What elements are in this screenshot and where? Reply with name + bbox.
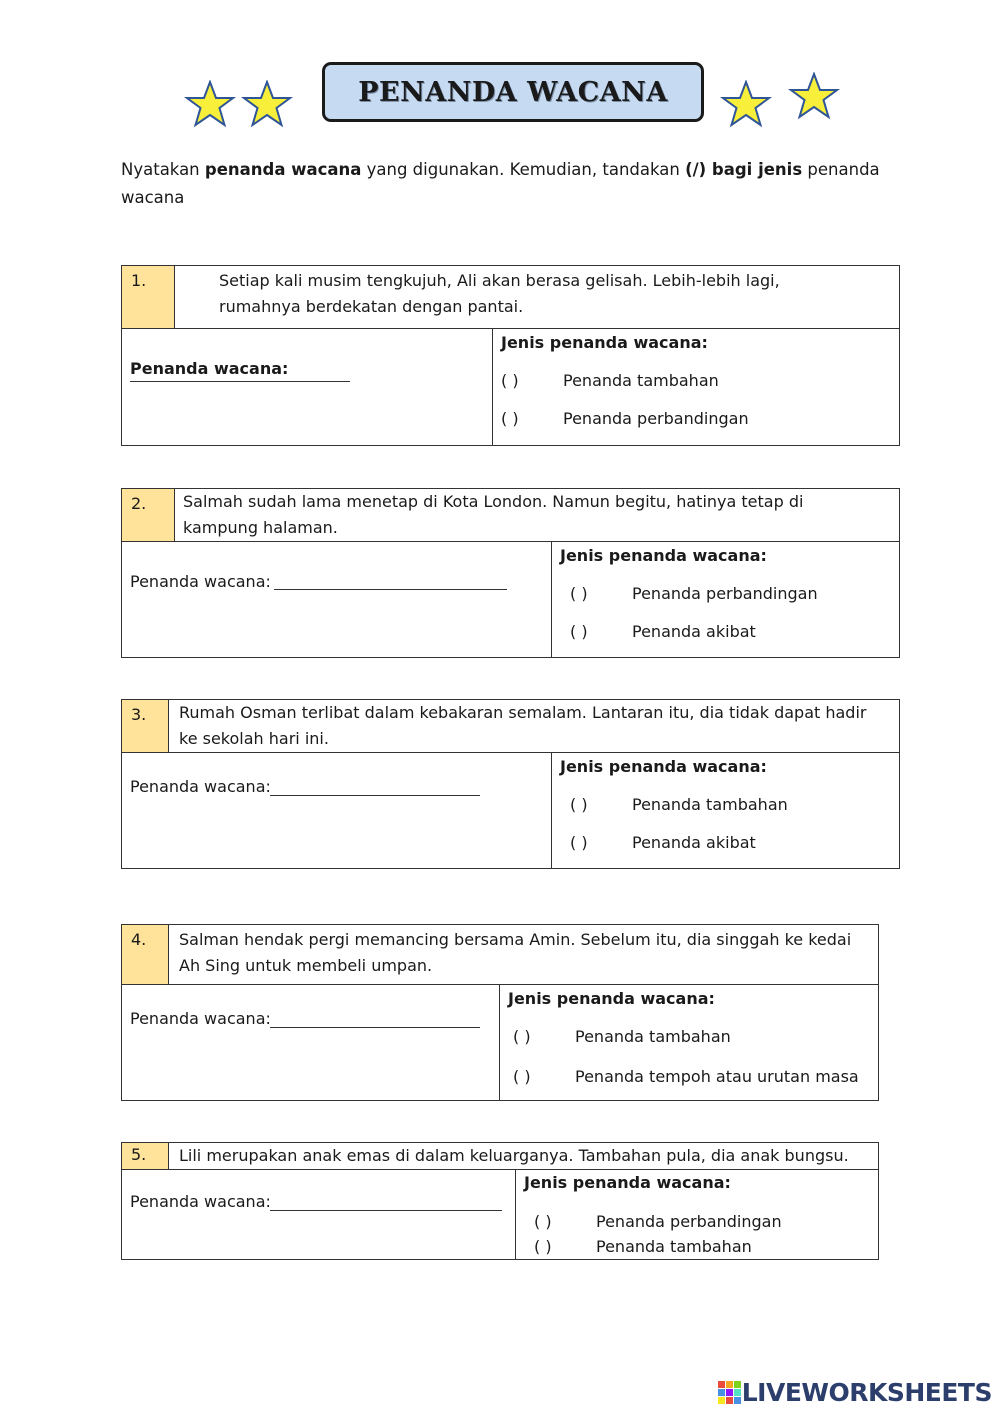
- checkbox[interactable]: ( ): [570, 833, 588, 852]
- option-item[interactable]: ( ) Penanda perbandingan: [534, 1212, 782, 1231]
- answer-blank[interactable]: [274, 589, 507, 590]
- type-cell: [552, 542, 896, 657]
- option-item[interactable]: ( ) Penanda tempoh atau urutan masa: [513, 1067, 859, 1086]
- type-label: Jenis penanda wacana:: [501, 333, 708, 352]
- question-number: 2.: [122, 489, 175, 541]
- answer-label: Penanda wacana:: [130, 777, 271, 796]
- option-item[interactable]: ( ) Penanda akibat: [570, 833, 756, 852]
- answer-cell: [122, 985, 500, 1100]
- option-item[interactable]: ( ) Penanda tambahan: [513, 1027, 731, 1046]
- question-1: [121, 265, 900, 446]
- answer-blank[interactable]: [270, 1027, 480, 1028]
- type-label: Jenis penanda wacana:: [560, 757, 767, 776]
- type-cell: [500, 985, 878, 1100]
- answer-blank[interactable]: [270, 795, 480, 796]
- answer-label: Penanda wacana:: [130, 1009, 271, 1028]
- option-item[interactable]: ( ) Penanda akibat: [570, 622, 756, 641]
- answer-label: Penanda wacana:: [130, 359, 289, 378]
- answer-label: Penanda wacana:: [130, 572, 271, 591]
- question-text: Salman hendak pergi memancing bersama Amin. Sebelum itu, dia singgah ke kedai Ah Sing untuk membeli umpan.: [179, 930, 852, 975]
- logo-icon: [718, 1381, 742, 1405]
- question-5: [121, 1142, 879, 1260]
- question-3: [121, 699, 900, 869]
- question-number: 4.: [122, 925, 169, 984]
- option-item[interactable]: ( ) Penanda perbandingan: [501, 409, 749, 428]
- answer-cell: [122, 542, 552, 657]
- question-text: Setiap kali musim tengkujuh, Ali akan berasa gelisah. Lebih-lebih lagi, rumahnya berdekatan dengan pantai.: [219, 271, 780, 316]
- star-icon: [785, 72, 843, 122]
- star-icon: [238, 80, 296, 130]
- question-4: [121, 924, 879, 1101]
- option-item[interactable]: ( ) Penanda tambahan: [501, 371, 719, 390]
- answer-cell: [122, 753, 552, 868]
- question-number: 1.: [122, 266, 175, 328]
- checkbox[interactable]: ( ): [534, 1212, 552, 1231]
- option-item[interactable]: ( ) Penanda tambahan: [570, 795, 788, 814]
- question-number: 5.: [122, 1143, 169, 1169]
- answer-label: Penanda wacana:: [130, 1192, 271, 1211]
- type-cell: [493, 329, 899, 445]
- star-icon: [181, 80, 239, 130]
- liveworksheets-logo: [718, 1378, 992, 1407]
- title-banner: [322, 62, 704, 122]
- type-label: Jenis penanda wacana:: [560, 546, 767, 565]
- option-item[interactable]: ( ) Penanda perbandingan: [570, 584, 818, 603]
- star-icon: [717, 80, 775, 130]
- answer-blank[interactable]: [270, 1210, 502, 1211]
- checkbox[interactable]: ( ): [501, 371, 519, 390]
- checkbox[interactable]: ( ): [513, 1067, 531, 1086]
- answer-blank[interactable]: [130, 381, 350, 382]
- checkbox[interactable]: ( ): [501, 409, 519, 428]
- question-2: [121, 488, 900, 658]
- logo-text: LIVEWORKSHEETS: [741, 1378, 992, 1407]
- question-text: Rumah Osman terlibat dalam kebakaran semalam. Lantaran itu, dia tidak dapat hadir ke sekolah hari ini.: [179, 703, 867, 748]
- instruction-text: Nyatakan penanda wacana yang digunakan. Kemudian, tandakan (/) bagi jenis penanda wacana: [121, 160, 880, 207]
- question-text: Lili merupakan anak emas di dalam keluarganya. Tambahan pula, dia anak bungsu.: [179, 1146, 849, 1165]
- page-title: PENANDA WACANA: [358, 76, 668, 108]
- checkbox[interactable]: ( ): [534, 1237, 552, 1256]
- option-item[interactable]: ( ) Penanda tambahan: [534, 1237, 752, 1256]
- checkbox[interactable]: ( ): [513, 1027, 531, 1046]
- type-label: Jenis penanda wacana:: [524, 1173, 731, 1192]
- type-label: Jenis penanda wacana:: [508, 989, 715, 1008]
- type-cell: [552, 753, 899, 868]
- answer-cell: [122, 329, 493, 445]
- type-cell: [516, 1170, 878, 1259]
- checkbox[interactable]: ( ): [570, 795, 588, 814]
- checkbox[interactable]: ( ): [570, 584, 588, 603]
- question-number: 3.: [122, 700, 169, 752]
- checkbox[interactable]: ( ): [570, 622, 588, 641]
- question-text: Salmah sudah lama menetap di Kota London. Namun begitu, hatinya tetap di kampung halaman.: [183, 492, 804, 537]
- answer-cell: [122, 1170, 516, 1259]
